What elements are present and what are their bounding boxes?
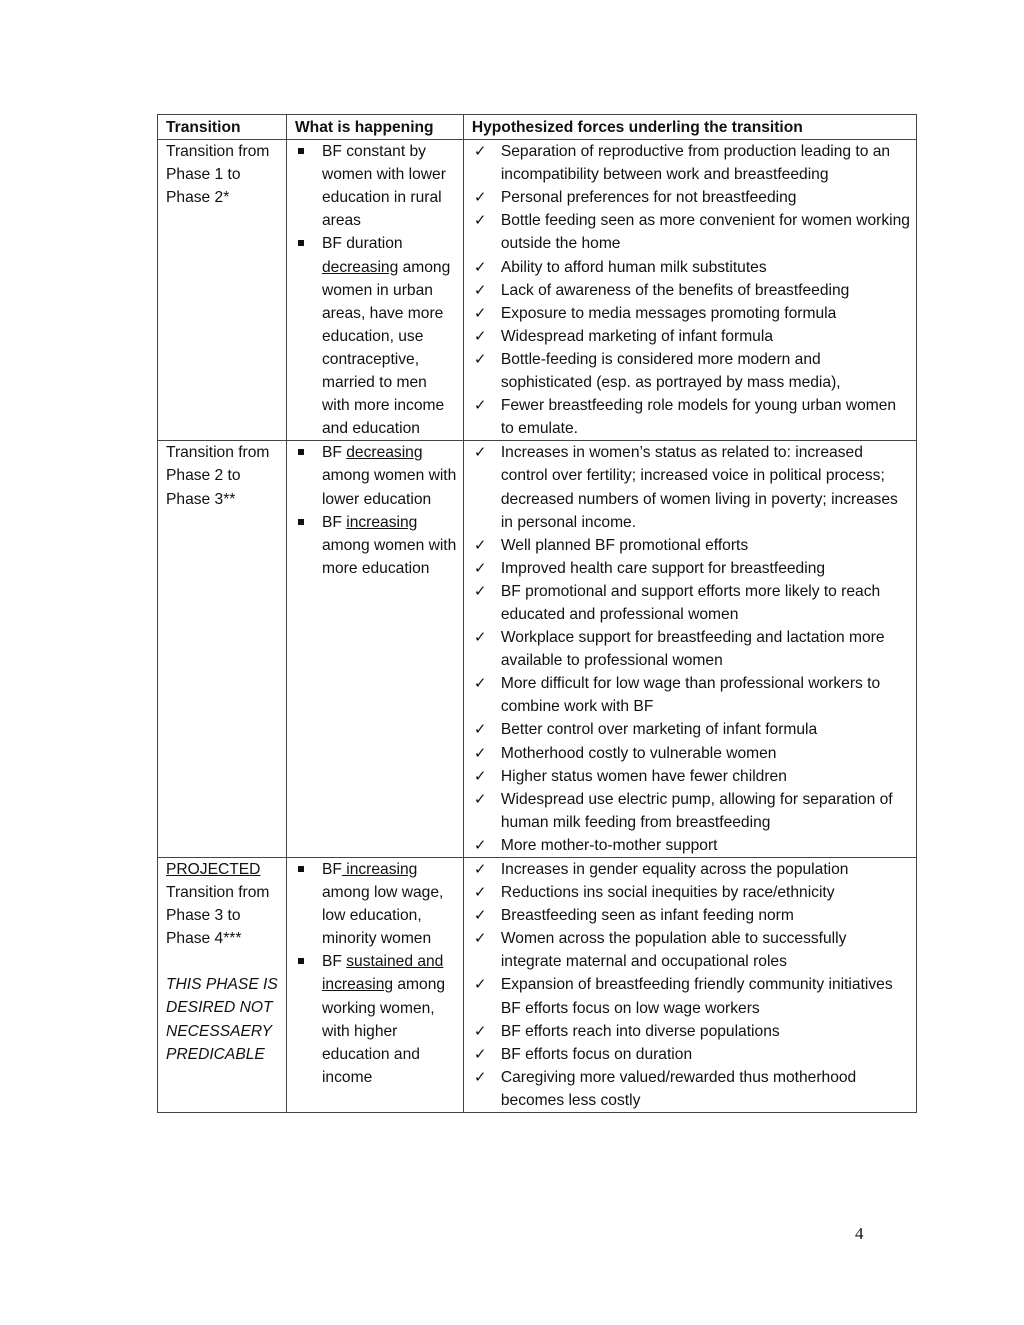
list-item: BF constant by women with lower education in rural areas [295,140,457,232]
transition-text: Transition from Phase 1 to Phase 2* [166,143,270,207]
happening-cell [286,441,463,858]
phase-note: THIS PHASE IS DESIRED NOT NECESSAERY PREDICABLE [166,976,278,1063]
list-item: ✓ Higher status women have fewer children [472,765,910,788]
list-item: BF duration decreasing among women in urban areas, have more education, use contraceptive, married to men with more income and education [295,232,457,440]
list-item: ✓ Widespread marketing of infant formula [472,325,910,348]
list-item: ✓ Exposure to media messages promoting formula [472,302,910,325]
list-item: ✓ Bottle feeding seen as more convenient for women working outside the home [472,209,910,255]
list-item: BF increasing among low wage, low education, minority women [295,858,457,950]
list-item: ✓ Fewer breastfeeding role models for young urban women to emulate. [472,394,910,440]
list-item: ✓ Separation of reproductive from production leading to an incompatibility between work and breastfeeding [472,140,910,186]
list-item: BF sustained and increasing among working women, with higher education and income [295,950,457,1089]
list-item: ✓ Improved health care support for breastfeeding [472,557,910,580]
transition-cell [158,441,287,858]
list-item: ✓ Caregiving more valued/rewarded thus motherhood becomes less costly [472,1066,910,1112]
list-item: ✓ Breastfeeding seen as infant feeding norm [472,904,910,927]
list-item: BF increasing among women with more education [295,511,457,580]
happening-list [295,441,457,580]
list-item: ✓ More difficult for low wage than professional workers to combine work with BF [472,672,910,718]
table-row [158,858,917,1113]
table-row [158,441,917,858]
list-item: ✓ Reductions ins social inequities by race/ethnicity [472,881,910,904]
list-item: ✓ More mother-to-mother support [472,834,910,857]
transition-text: Transition from Phase 2 to Phase 3** [166,444,270,508]
header-what-is-happening: What is happening [286,115,463,140]
list-item: ✓ Ability to afford human milk substitutes [472,256,910,279]
transition-cell [158,858,287,1113]
forces-cell [463,441,916,858]
projected-label: PROJECTED [166,861,261,878]
forces-list [472,858,910,1112]
header-hypothesized-forces: Hypothesized forces underling the transition [463,115,916,140]
list-item: ✓ Expansion of breastfeeding friendly community initiatives BF efforts focus on low wage workers [472,973,910,1019]
list-item: ✓ Personal preferences for not breastfeeding [472,186,910,209]
forces-cell [463,140,916,441]
table-header-row [158,115,917,140]
transition-table [157,114,917,1113]
forces-list [472,441,910,857]
list-item: ✓ BF efforts focus on duration [472,1043,910,1066]
header-transition: Transition [158,115,287,140]
list-item: ✓ Motherhood costly to vulnerable women [472,742,910,765]
list-item: ✓ Women across the population able to successfully integrate maternal and occupational roles [472,927,910,973]
forces-cell [463,858,916,1113]
transition-cell [158,140,287,441]
list-item: ✓ BF efforts reach into diverse populations [472,1020,910,1043]
list-item: ✓ Increases in gender equality across the population [472,858,910,881]
happening-list [295,858,457,1089]
list-item: ✓ Bottle-feeding is considered more modern and sophisticated (esp. as portrayed by mass media), [472,348,910,394]
list-item: BF decreasing among women with lower education [295,441,457,510]
list-item: ✓ Lack of awareness of the benefits of breastfeeding [472,279,910,302]
forces-list [472,140,910,440]
list-item: ✓ Well planned BF promotional efforts [472,534,910,557]
list-item: ✓ Increases in women’s status as related to: increased control over fertility; increased voice in political process; decreased numbers of women living in poverty; increases in personal income. [472,441,910,533]
list-item: ✓ Workplace support for breastfeeding and lactation more available to professional women [472,626,910,672]
transition-text: Transition from Phase 3 to Phase 4*** [166,884,270,948]
list-item: ✓ Widespread use electric pump, allowing for separation of human milk feeding from breastfeeding [472,788,910,834]
table-row [158,140,917,441]
happening-list [295,140,457,440]
list-item: ✓ Better control over marketing of infant formula [472,718,910,741]
happening-cell [286,858,463,1113]
happening-cell [286,140,463,441]
page-number: 4 [855,1224,864,1243]
list-item: ✓ BF promotional and support efforts more likely to reach educated and professional women [472,580,910,626]
